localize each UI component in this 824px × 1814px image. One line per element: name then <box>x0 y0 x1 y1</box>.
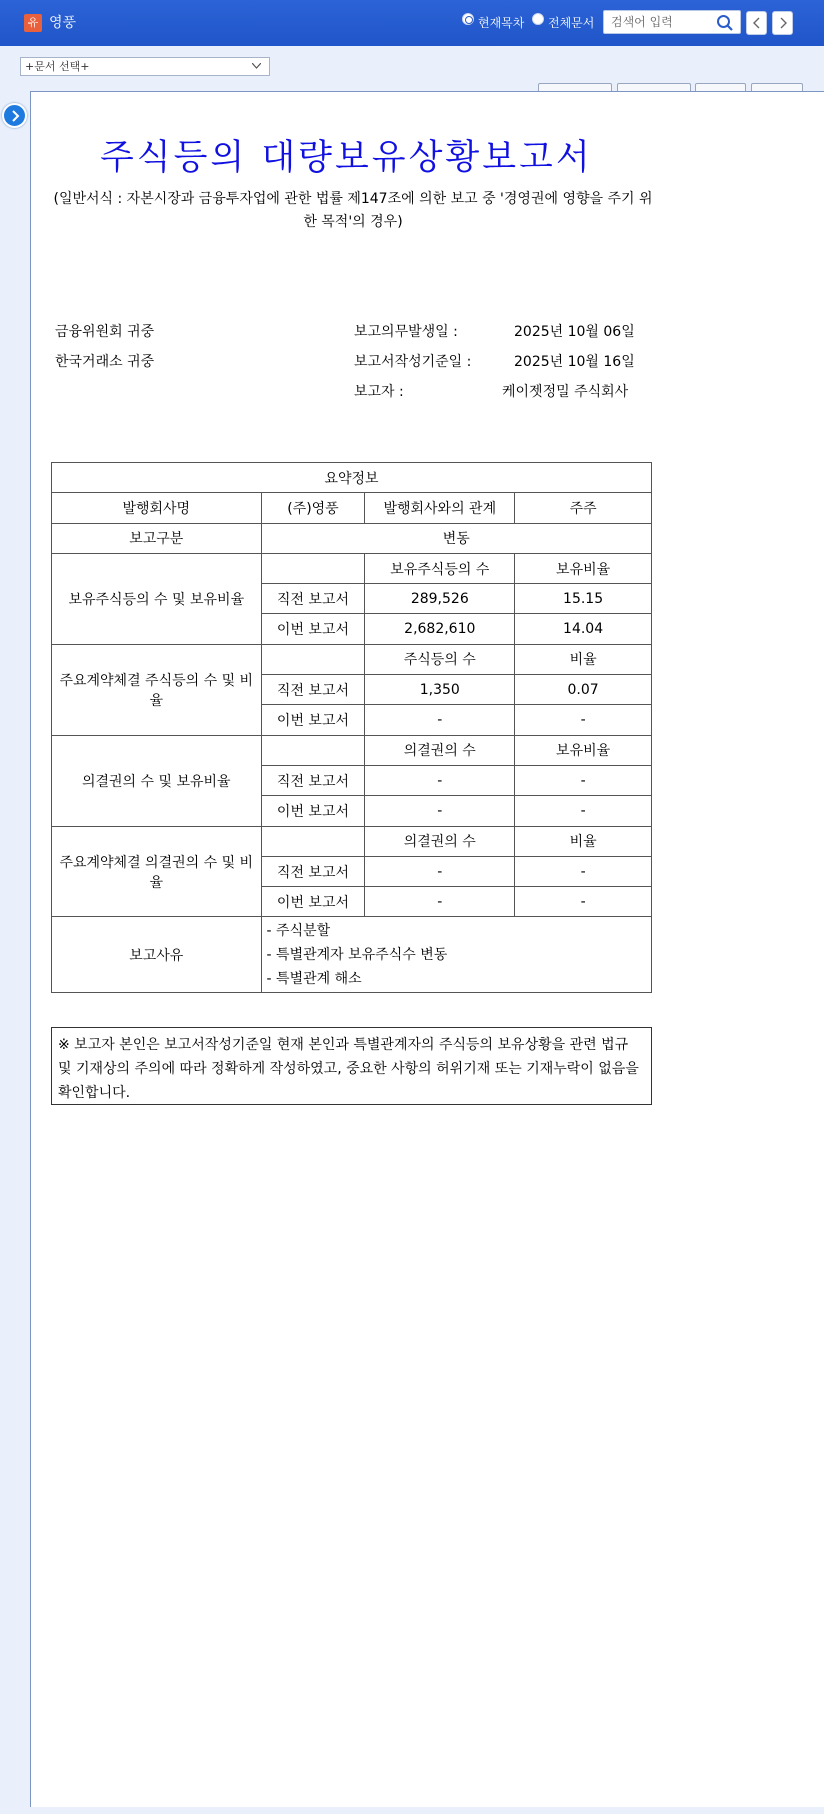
summary-title: 요약정보 <box>52 463 652 493</box>
contract-shares-label: 주요계약체결 주식등의 수 및 비율 <box>52 644 262 735</box>
relation-value: 주주 <box>515 493 652 523</box>
recipient-krx: 한국거래소 귀중 <box>55 354 155 370</box>
chevron-right-icon <box>778 17 788 29</box>
document-select[interactable] <box>20 57 270 76</box>
empty-cell <box>261 644 365 674</box>
contract-votes-label: 주요계약체결 의결권의 수 및 비율 <box>52 826 262 917</box>
votes-prev: - <box>365 765 515 795</box>
top-header <box>0 0 824 46</box>
sidebar-toggle-button[interactable] <box>2 103 27 128</box>
empty-cell <box>261 735 365 765</box>
reason-item: - 특별관계 해소 <box>266 970 362 987</box>
contract-shares-prev: 1,350 <box>365 675 515 705</box>
curr-report-label: 이번 보고서 <box>261 887 365 917</box>
curr-report-label: 이번 보고서 <box>261 796 365 826</box>
holdings-col2: 보유비율 <box>515 553 652 583</box>
document-select-value: +문서 선택+ <box>25 60 90 73</box>
contract-votes-col2: 비율 <box>515 826 652 856</box>
table-row <box>52 644 652 674</box>
holdings-curr-ratio: 14.04 <box>515 614 652 644</box>
chevron-down-icon <box>252 63 261 69</box>
contract-shares-col1: 주식등의 수 <box>365 644 515 674</box>
contract-shares-curr-ratio: - <box>515 705 652 735</box>
report-type-value: 변동 <box>261 523 651 553</box>
empty-cell <box>261 826 365 856</box>
table-row <box>52 463 652 493</box>
prev-result-button[interactable] <box>746 11 767 35</box>
search-box <box>603 10 741 34</box>
search-input[interactable] <box>604 11 714 33</box>
contract-votes-prev-ratio: - <box>515 856 652 886</box>
relation-label: 발행회사와의 관계 <box>365 493 515 523</box>
votes-curr-ratio: - <box>515 796 652 826</box>
document-subtitle: (일반서식 : 자본시장과 금융투자업에 관한 법률 제147조에 의한 보고 중 '경영권에 영향을 주기 위한 목적'의 경우) <box>53 191 653 230</box>
reporter-name: 케이젯정밀 주식회사 <box>502 384 629 400</box>
basis-date-label: 보고서작성기준일 : <box>354 354 472 370</box>
contract-votes-curr: - <box>365 887 515 917</box>
prev-report-label: 직전 보고서 <box>261 856 365 886</box>
table-row <box>52 523 652 553</box>
recipient-fsc: 금융위원회 귀중 <box>55 324 155 340</box>
company-logo: 유 <box>24 14 42 32</box>
contract-votes-curr-ratio: - <box>515 887 652 917</box>
basis-date: 2025년 10월 16일 <box>514 354 635 370</box>
table-row <box>52 917 652 993</box>
contract-shares-curr: - <box>365 705 515 735</box>
prev-report-label: 직전 보고서 <box>261 584 365 614</box>
issuer-value: (주)영풍 <box>261 493 365 523</box>
reason-item: - 주식분할 <box>266 922 331 939</box>
radio-all-docs[interactable] <box>532 13 544 25</box>
report-type-label: 보고구분 <box>52 523 262 553</box>
curr-report-label: 이번 보고서 <box>261 705 365 735</box>
contract-votes-col1: 의결권의 수 <box>365 826 515 856</box>
votes-col1: 의결권의 수 <box>365 735 515 765</box>
search-icon[interactable] <box>716 14 734 32</box>
obligation-date: 2025년 10월 06일 <box>514 324 635 340</box>
prev-report-label: 직전 보고서 <box>261 765 365 795</box>
contract-shares-col2: 비율 <box>515 644 652 674</box>
chevron-left-icon <box>752 17 762 29</box>
table-row <box>52 553 652 583</box>
reporter-label: 보고자 : <box>354 384 404 400</box>
votes-col2: 보유비율 <box>515 735 652 765</box>
chevron-right-icon <box>10 110 20 122</box>
table-row <box>52 493 652 523</box>
votes-label: 의결권의 수 및 보유비율 <box>52 735 262 826</box>
votes-curr: - <box>365 796 515 826</box>
table-row <box>52 735 652 765</box>
table-row <box>52 826 652 856</box>
radio-current-toc-label[interactable]: 현재목차 <box>478 16 525 30</box>
empty-cell <box>261 553 365 583</box>
contract-votes-prev: - <box>365 856 515 886</box>
reason-list <box>261 917 651 993</box>
holdings-prev-shares: 289,526 <box>365 584 515 614</box>
holdings-curr-shares: 2,682,610 <box>365 614 515 644</box>
radio-current-toc[interactable] <box>462 13 474 25</box>
issuer-label: 발행회사명 <box>52 493 262 523</box>
document-title: 주식등의 대량보유상황보고서 <box>100 138 593 178</box>
company-name[interactable]: 영풍 <box>49 15 77 31</box>
holdings-label: 보유주식등의 수 및 보유비율 <box>52 553 262 644</box>
prev-report-label: 직전 보고서 <box>261 675 365 705</box>
holdings-prev-ratio: 15.15 <box>515 584 652 614</box>
votes-prev-ratio: - <box>515 765 652 795</box>
obligation-date-label: 보고의무발생일 : <box>354 324 458 340</box>
confirmation-notice: ※ 보고자 본인은 보고서작성기준일 현재 본인과 특별관계자의 주식등의 보유상황을 관련 법규 및 기재상의 주의에 따라 정확하게 작성하였고, 중요한 사항의 허위기재 또는 기재누락이 없음을 확인합니다. <box>51 1027 652 1105</box>
curr-report-label: 이번 보고서 <box>261 614 365 644</box>
summary-table <box>51 462 652 993</box>
reason-label: 보고사유 <box>52 917 262 993</box>
contract-shares-prev-ratio: 0.07 <box>515 675 652 705</box>
reason-item: - 특별관계자 보유주식수 변동 <box>266 946 448 963</box>
holdings-col1: 보유주식등의 수 <box>365 553 515 583</box>
radio-all-docs-label[interactable]: 전체문서 <box>548 16 595 30</box>
next-result-button[interactable] <box>772 11 793 35</box>
